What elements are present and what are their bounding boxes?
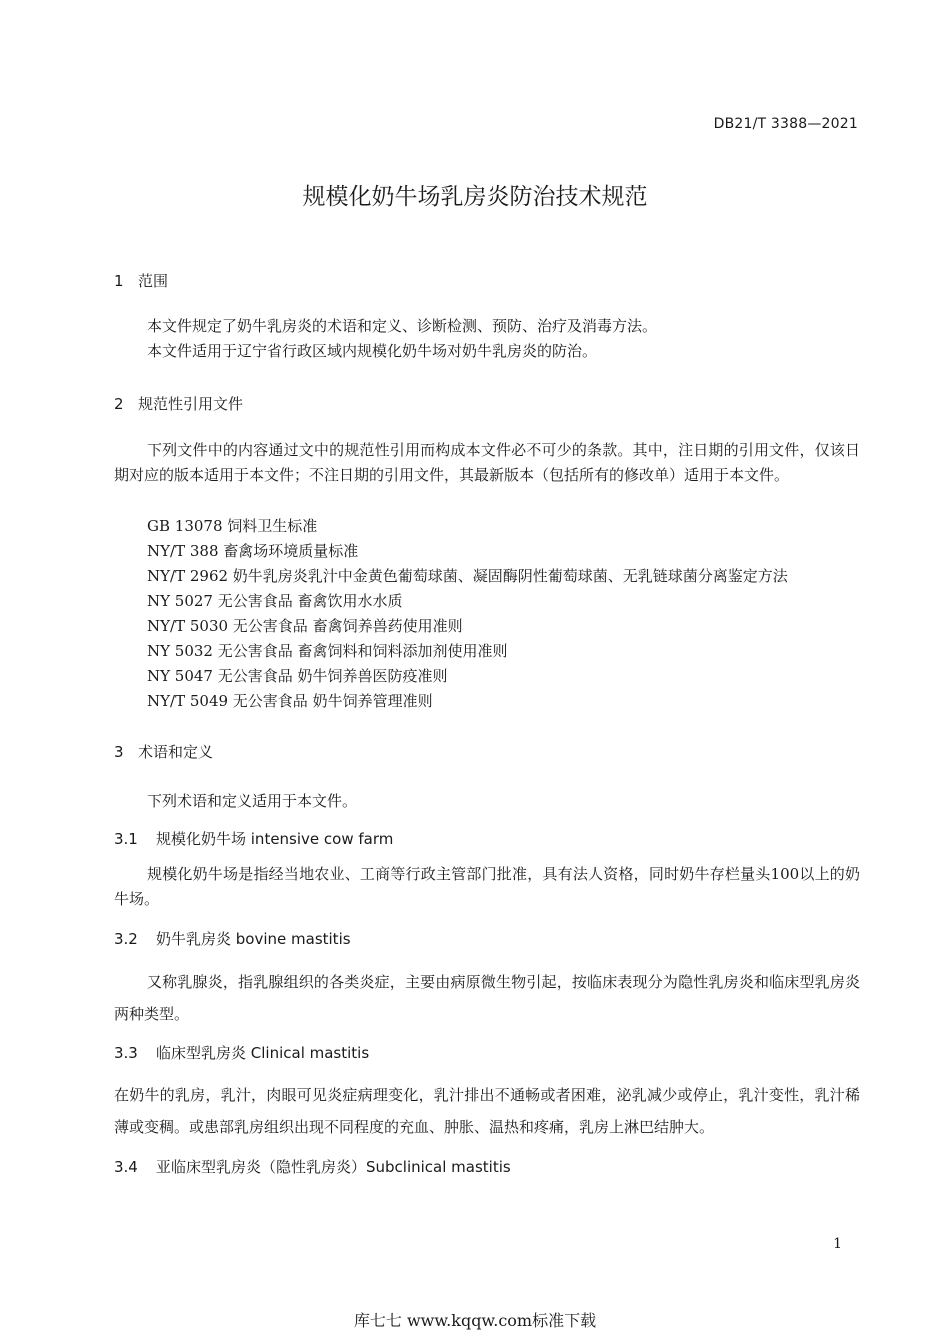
reference-item: NY/T 2962 奶牛乳房炎乳汁中金黄色葡萄球菌、凝固酶阴性葡萄球菌、无乳链球菌分离鉴定方法 — [147, 567, 788, 585]
term-title: 临床型乳房炎 Clinical mastitis — [156, 1044, 370, 1062]
reference-item: NY/T 5030 无公害食品 畜禽饲养兽药使用准则 — [147, 617, 463, 635]
section-title: 术语和定义 — [138, 743, 214, 761]
scope-paragraph: 本文件适用于辽宁省行政区域内规模化奶牛场对奶牛乳房炎的防治。 — [147, 342, 598, 360]
section-title: 范围 — [138, 272, 169, 290]
document-title: 规模化奶牛场乳房炎防治技术规范 — [302, 184, 648, 210]
term-heading-3-2 — [114, 928, 351, 949]
scope-paragraph: 本文件规定了奶牛乳房炎的术语和定义、诊断检测、预防、治疗及消毒方法。 — [147, 317, 658, 335]
term-definition-3-3: 在奶牛的乳房，乳汁，肉眼可见炎症病理变化，乳汁排出不通畅或者困难，泌乳减少或停止，乳汁变性，乳汁稀薄或变稠。或患部乳房组织出现不同程度的充血、肿胀、温热和疼痛，乳房上淋巴结肿大。 — [114, 1086, 860, 1136]
reference-item: NY 5032 无公害食品 畜禽饲料和饲料添加剂使用准则 — [147, 642, 508, 660]
term-heading-3-1 — [114, 828, 393, 849]
section-heading-terms — [114, 741, 213, 762]
reference-item: NY 5047 无公害食品 奶牛饲养兽医防疫准则 — [147, 667, 448, 685]
terms-intro: 下列术语和定义适用于本文件。 — [147, 792, 358, 810]
section-title: 规范性引用文件 — [138, 395, 244, 413]
term-number: 3.1 — [114, 830, 138, 848]
term-title: 奶牛乳房炎 bovine mastitis — [156, 930, 351, 948]
reference-item: NY/T 388 畜禽场环境质量标准 — [147, 542, 359, 560]
term-heading-3-3 — [114, 1042, 369, 1063]
term-heading-3-4 — [114, 1156, 511, 1177]
term-definition-3-2: 又称乳腺炎，指乳腺组织的各类炎症，主要由病原微生物引起，按临床表现分为隐性乳房炎和临床型乳房炎两种类型。 — [114, 973, 860, 1023]
section-number: 3 — [114, 743, 124, 761]
term-title: 规模化奶牛场 intensive cow farm — [156, 830, 394, 848]
term-number: 3.3 — [114, 1044, 138, 1062]
term-number: 3.2 — [114, 930, 138, 948]
footer-watermark: 库七七 www.kqqw.com标准下载 — [353, 1311, 597, 1330]
section-number: 2 — [114, 395, 124, 413]
term-title: 亚临床型乳房炎（隐性乳房炎）Subclinical mastitis — [156, 1158, 511, 1176]
section-number: 1 — [114, 272, 124, 290]
page-number: 1 — [833, 1236, 842, 1252]
reference-item: GB 13078 饲料卫生标准 — [147, 517, 318, 535]
normative-refs-intro: 下列文件中的内容通过文中的规范性引用而构成本文件必不可少的条款。其中，注日期的引用文件，仅该日期对应的版本适用于本文件；不注日期的引用文件，其最新版本（包括所有的修改单）适用于本文件。 — [114, 441, 860, 484]
reference-item: NY 5027 无公害食品 畜禽饮用水水质 — [147, 592, 403, 610]
term-number: 3.4 — [114, 1158, 138, 1176]
standard-code: DB21/T 3388—2021 — [713, 116, 858, 132]
reference-item: NY/T 5049 无公害食品 奶牛饲养管理准则 — [147, 692, 433, 710]
term-definition-3-1: 规模化奶牛场是指经当地农业、工商等行政主管部门批准，具有法人资格，同时奶牛存栏量头100以上的奶牛场。 — [114, 865, 860, 908]
section-heading-normative-refs — [114, 393, 243, 414]
section-heading-scope — [114, 270, 168, 291]
